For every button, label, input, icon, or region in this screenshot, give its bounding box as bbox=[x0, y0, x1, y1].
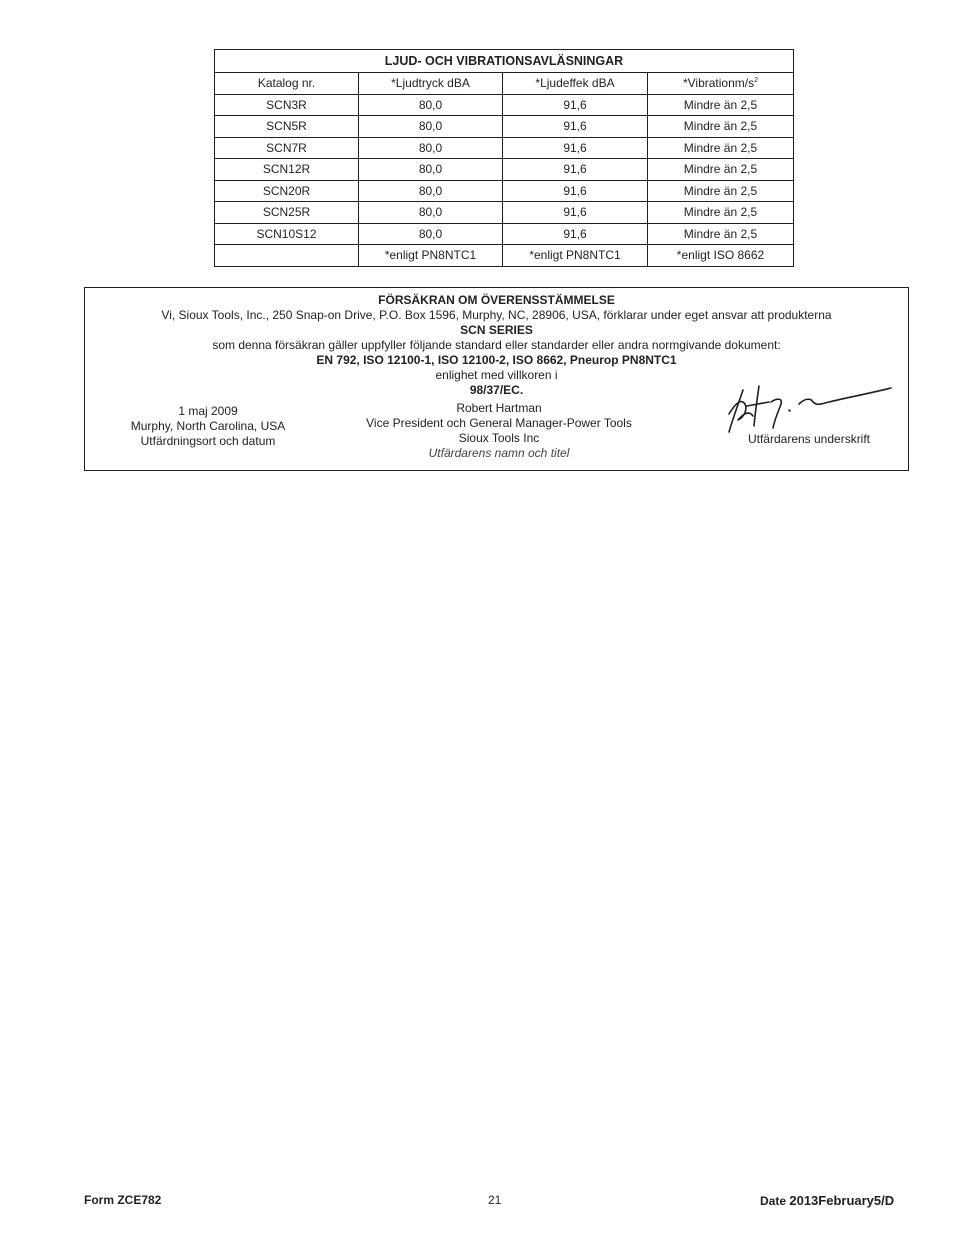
table-cell: Mindre än 2,5 bbox=[648, 180, 794, 202]
table-cell: Mindre än 2,5 bbox=[648, 137, 794, 159]
table-row bbox=[215, 159, 794, 181]
declaration-of-conformity bbox=[84, 287, 909, 471]
signer-title: Vice President och General Manager-Power Tools bbox=[366, 416, 632, 430]
table-cell: 80,0 bbox=[359, 202, 503, 224]
table-cell: 80,0 bbox=[359, 159, 503, 181]
declaration-statement: Vi, Sioux Tools, Inc., 250 Snap-on Drive, P.O. Box 1596, Murphy, NC, 28906, USA, förklarar under eget ansvar att produkterna bbox=[161, 308, 832, 322]
table-row bbox=[215, 180, 794, 202]
table-cell: 91,6 bbox=[503, 137, 648, 159]
table-row bbox=[215, 137, 794, 159]
table-cell: SCN5R bbox=[215, 116, 359, 138]
table-cell: 80,0 bbox=[359, 137, 503, 159]
product-name: SCN SERIES bbox=[460, 323, 533, 337]
table-cell: 80,0 bbox=[359, 94, 503, 116]
table-cell: SCN12R bbox=[215, 159, 359, 181]
table-cell: 91,6 bbox=[503, 94, 648, 116]
issue-place-block bbox=[105, 404, 311, 449]
table-row bbox=[215, 202, 794, 224]
col-header-vibration: $*Vibrationm/s^2$ bbox=[648, 73, 794, 95]
table-cell: Mindre än 2,5 bbox=[648, 116, 794, 138]
directive: 98/37/EC. bbox=[469, 383, 524, 397]
footnote-cell: *enligt PN8NTC1 bbox=[359, 245, 503, 267]
signer-company: Sioux Tools Inc bbox=[458, 431, 540, 445]
footnote-cell: *enligt ISO 8662 bbox=[648, 245, 794, 267]
table-row bbox=[215, 116, 794, 138]
table-cell: 91,6 bbox=[503, 180, 648, 202]
table-cell: 80,0 bbox=[359, 223, 503, 245]
table-cell: SCN20R bbox=[215, 180, 359, 202]
footnote-cell: *enligt PN8NTC1 bbox=[503, 245, 648, 267]
table-row bbox=[215, 223, 794, 245]
table-cell: SCN7R bbox=[215, 137, 359, 159]
form-number: Form ZCE782 bbox=[84, 1193, 162, 1207]
page-number: 21 bbox=[488, 1193, 502, 1207]
issue-place-label: Utfärdningsort och datum bbox=[140, 434, 276, 448]
table-cell: 80,0 bbox=[359, 180, 503, 202]
table-cell: SCN25R bbox=[215, 202, 359, 224]
issue-place: Murphy, North Carolina, USA bbox=[130, 419, 286, 433]
footnote-cell bbox=[215, 245, 359, 267]
table-header-row bbox=[215, 73, 794, 95]
col-header-catalog: Katalog nr. bbox=[215, 73, 359, 95]
conformity-text: som denna försäkran gäller uppfyller följande standard eller standarder eller andra normgivande dokument: bbox=[212, 338, 781, 352]
issue-date: 1 maj 2009 bbox=[178, 404, 238, 418]
table-cell: 80,0 bbox=[359, 116, 503, 138]
signature-label: Utfärdarens underskrift bbox=[747, 432, 871, 446]
table-cell: Mindre än 2,5 bbox=[648, 223, 794, 245]
revision-date: Date 2013February5/D bbox=[760, 1193, 895, 1208]
table-cell: SCN10S12 bbox=[215, 223, 359, 245]
table-cell: 91,6 bbox=[503, 116, 648, 138]
signature-image bbox=[721, 384, 897, 436]
signer-block bbox=[349, 401, 649, 461]
table-cell: Mindre än 2,5 bbox=[648, 202, 794, 224]
table-cell: 91,6 bbox=[503, 223, 648, 245]
signer-name: Robert Hartman bbox=[456, 401, 542, 415]
table-cell: Mindre än 2,5 bbox=[648, 159, 794, 181]
col-header-sound-power: *Ljudeffek dBA bbox=[503, 73, 648, 95]
declaration-title: FÖRSÄKRAN OM ÖVERENSSTÄMMELSE bbox=[378, 293, 615, 307]
table-cell: Mindre än 2,5 bbox=[648, 94, 794, 116]
superscript-2: 2 bbox=[754, 77, 759, 85]
col-header-sound-pressure: *Ljudtryck dBA bbox=[359, 73, 503, 95]
table-title: LJUD- OCH VIBRATIONSAVLÄSNINGAR bbox=[215, 50, 794, 73]
table-footnote-row bbox=[215, 245, 794, 267]
table-cell: 91,6 bbox=[503, 159, 648, 181]
terms-text: enlighet med villkoren i bbox=[435, 368, 558, 382]
table-cell: SCN3R bbox=[215, 94, 359, 116]
sound-vibration-table bbox=[214, 49, 794, 267]
signer-label: Utfärdarens namn och titel bbox=[428, 446, 570, 460]
standards-list: EN 792, ISO 12100-1, ISO 12100-2, ISO 8662, Pneurop PN8NTC1 bbox=[316, 353, 677, 367]
page-footer bbox=[0, 1193, 954, 1211]
table-row bbox=[215, 94, 794, 116]
table-cell: 91,6 bbox=[503, 202, 648, 224]
